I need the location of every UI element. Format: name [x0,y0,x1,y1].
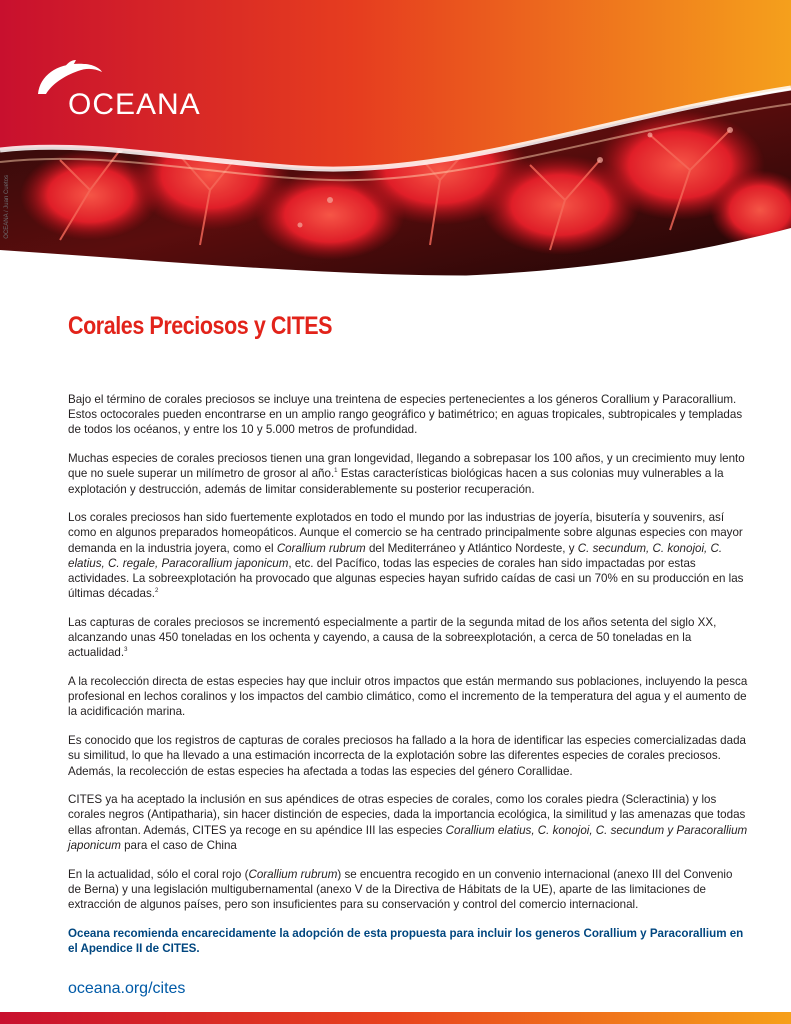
paragraph-records: Es conocido que los registros de capturas de corales preciosos ha fallado a la hora de identificar las especies comercializadas dada su similitud, lo que ha llevado a una estimación incorrecta de la explotación sobre las diferentes especies de corales preciosos. Además, la recolección de estas especies ha afectada a todas las especies del género Corallidae. [68,734,746,778]
paragraph-intro: Bajo el término de corales preciosos se incluye una treintena de especies pertenecientes a los géneros Corallium y Paracorallium. Estos octocorales pueden encontrarse en un amplio rango geográfico y batimétrico; en aguas tropicales, subtropicales y templadas de todos los océanos, y entre los 10 y 5.000 metros de profundidad. [68,393,743,437]
footer-bar [0,1012,791,1024]
footnote-ref-3: 3 [124,647,128,654]
footnote-ref-2: 2 [155,588,159,595]
document-body [68,392,748,970]
paragraph-cites: CITES ya ha aceptado la inclusión en sus apéndices de otras especies de corales, como los corales piedra (Scleractinia) y los corales negros (Antipatharia), sin hacer distinción de especies, dada la importancia ecológica, la similitud y las amenazas que todas ellas afrontan. Además, CITES ya recoge en su apéndice III las especies Corallium elatius, C. konojoi, C. secundum y Paracorallium japonicum para el caso de China [68,793,748,852]
paragraph-current: En la actualidad, sólo el coral rojo (Corallium rubrum) se encuentra recogido en un convenio internacional (anexo III del Convenio de Berna) y una legislación multigubernamental (anexo V de la Directiva de Hábitats de la UE), aparte de las limitaciones de extracción de algunos países, pero son insuficientes para su conservación y control del comercio internacional. [68,867,733,911]
paragraph-impacts: A la recolección directa de estas especies hay que incluir otros impactos que están mermando sus poblaciones, incluyendo la pesca profesional en lechos coralinos y los impactos del cambio climático, como el incremento de la temperatura del agua y el aumento de la acidificación marina. [68,675,748,719]
oceana-logo[interactable] [34,58,224,128]
footnote-ref-1: 1 [334,468,338,475]
recommendation: Oceana recomienda encarecidamente la adopción de esta propuesta para incluir los generos Corallium y Paracorallium en el Apendice II de CITES. [68,926,744,955]
paragraph-longevity: Muchas especies de corales preciosos tienen una gran longevidad, llegando a sobrepasar los 100 años, y un crecimiento muy lento que no suele superar un milímetro de grosor al año.$^1$ Estas características biológicas hacen a sus colonias muy vulnerables a la explotación y destrucción, además de limitar considerablemente su posterior recuperación. [68,452,745,496]
footer-url-link[interactable]: oceana.org/cites [68,980,186,997]
paragraph-exploitation: Los corales preciosos han sido fuertemente explotados en todo el mundo por las industrias de joyería, bisutería y souvenirs, así como en algunos preparados homeopáticos. Aunque el comercio se ha centrado principalmente sobre algunas especies con mayor demanda en la industria joyera, como el Corallium rubrum del Mediterráneo y Atlántico Nordeste, y C. secundum, C. konojoi, C. elatius, C. regale, Paracorallium japonicum, etc. del Pacífico, todas las especies de corales han sido impactadas por estas actividades. La sobreexplotación ha provocado que algunas especies hayan sufrido caídas de casi un 70% en su producción en las últimas décadas.$^2$ [68,511,744,601]
paragraph-captures: Las capturas de corales preciosos se incrementó especialmente a partir de la segunda mitad de los años setenta del siglo XX, alcanzando unas 450 toneladas en los ochenta y cayendo, a causa de la sobreexplotación, a cerca de 50 toneladas en la actualidad.$^3$ [68,615,717,660]
page-title: Corales Preciosos y CITES [68,312,333,340]
photo-credit: OCEANA / Juan Cuetos [4,175,10,239]
oceana-wordmark: OCEANA [68,88,201,121]
header-banner [0,0,791,300]
